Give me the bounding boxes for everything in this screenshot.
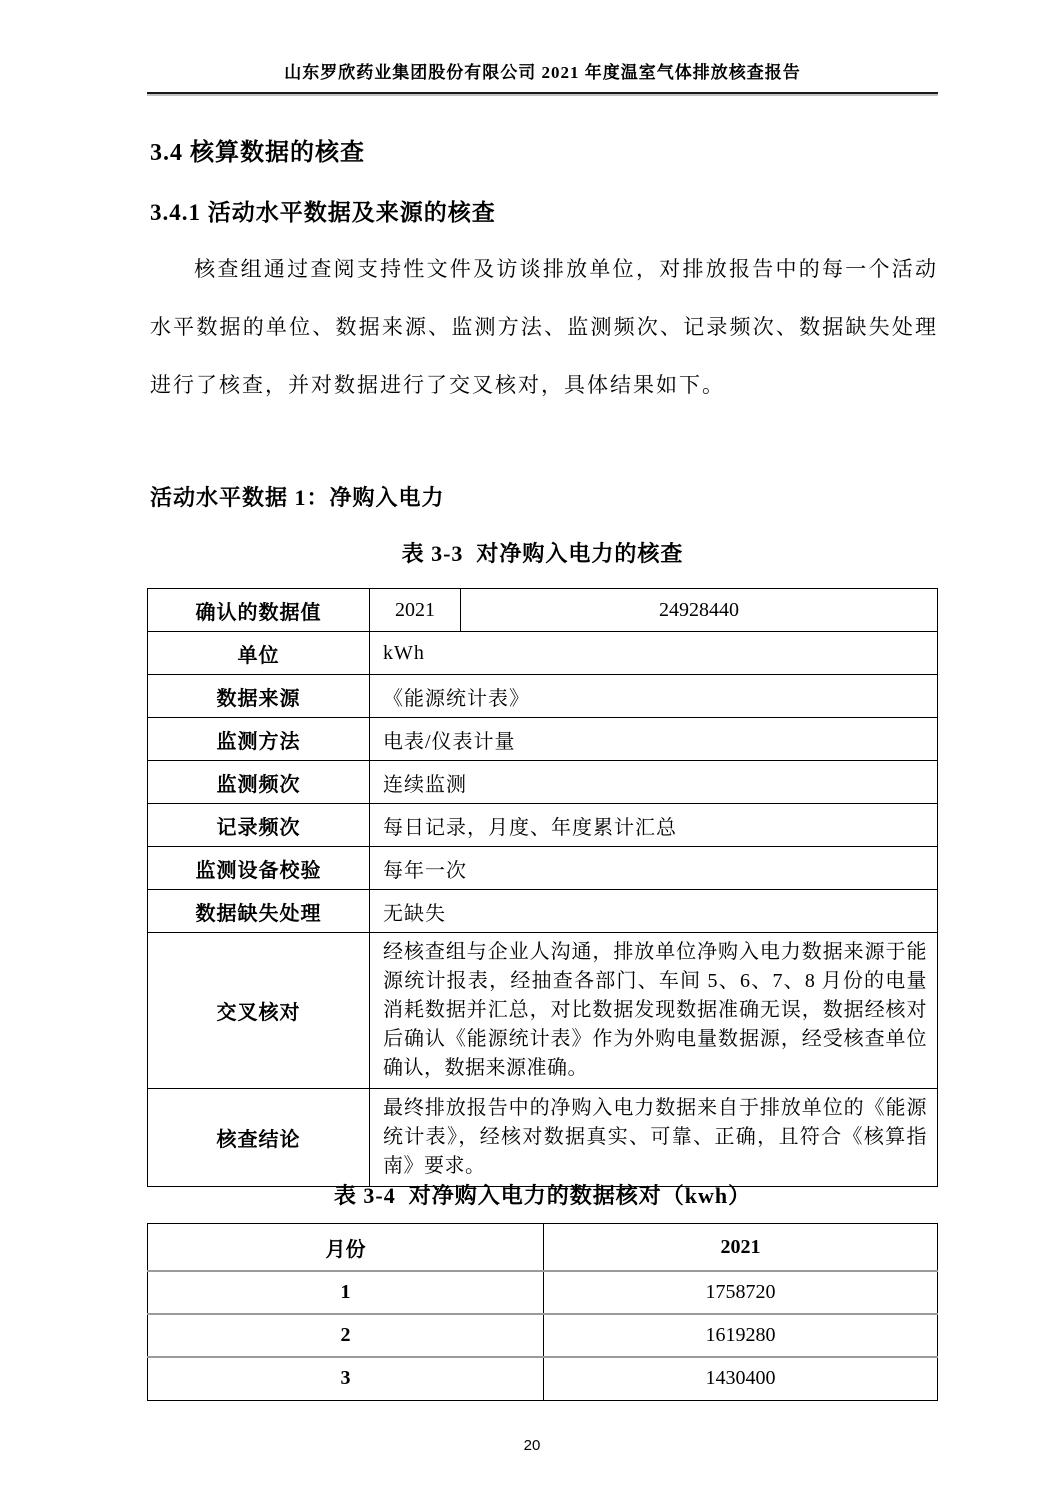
conclusion-text: 最终排放报告中的净购入电力数据来自于排放单位的《能源统计表》，经核对数据真实、可靠、正确，且符合《核算指南》要求。	[370, 1089, 938, 1187]
row-label: 确认的数据值	[148, 589, 370, 632]
intro-paragraph: 核查组通过查阅支持性文件及访谈排放单位，对排放报告中的每一个活动水平数据的单位、数据来源、监测方法、监测频次、记录频次、数据缺失处理进行了核查，并对数据进行了交叉核对，具体结果如下。	[150, 257, 938, 397]
table-row	[148, 847, 938, 890]
section-heading: 3.4 核算数据的核查	[150, 140, 365, 166]
year-column-header: 2021	[544, 1224, 938, 1272]
table-row	[148, 1314, 938, 1357]
table-3-4	[147, 1223, 938, 1401]
row-value: 每日记录，月度、年度累计汇总	[370, 804, 938, 847]
table-header-row	[148, 1224, 938, 1272]
month-cell: 1	[148, 1271, 544, 1314]
row-value: 电表/仪表计量	[370, 718, 938, 761]
confirmed-value-cell: 24928440	[461, 589, 938, 632]
page-header-title: 山东罗欣药业集团股份有限公司 2021 年度温室气体排放核查报告	[284, 63, 801, 82]
page-header	[147, 58, 938, 94]
row-value: 无缺失	[370, 890, 938, 933]
value-cell: 1430400	[544, 1357, 938, 1400]
table-row	[148, 1271, 938, 1314]
row-value: 连续监测	[370, 761, 938, 804]
value-cell: 1619280	[544, 1314, 938, 1357]
cross-check-text: 经核查组与企业人沟通，排放单位净购入电力数据来源于能源统计报表，经抽查各部门、车间 5、6、7、8 月份的电量消耗数据并汇总，对比数据发现数据准确无误，数据经核对后确认《能源统计表》作为外购电量数据源，经受核查单位确认，数据来源准确。	[370, 933, 938, 1089]
row-value: kWh	[370, 632, 938, 675]
row-label: 监测设备校验	[148, 847, 370, 890]
row-label: 数据缺失处理	[148, 890, 370, 933]
table-row	[148, 589, 938, 632]
table-row	[148, 1357, 938, 1400]
table33-caption: 表 3-3 对净购入电力的核查	[401, 541, 684, 566]
table-row	[148, 890, 938, 933]
table-row	[148, 761, 938, 804]
year-cell: 2021	[370, 589, 461, 632]
table-row-conclusion	[148, 1089, 938, 1187]
activity-level-label: 活动水平数据 1：净购入电力	[150, 485, 445, 510]
month-cell: 2	[148, 1314, 544, 1357]
table-3-3	[147, 588, 938, 1187]
page-number: 20	[523, 1437, 541, 1454]
row-label: 记录频次	[148, 804, 370, 847]
row-label: 单位	[148, 632, 370, 675]
row-label: 交叉核对	[148, 933, 370, 1089]
row-label: 数据来源	[148, 675, 370, 718]
row-label: 监测方法	[148, 718, 370, 761]
table-row-cross-check	[148, 933, 938, 1089]
subsection-heading: 3.4.1 活动水平数据及来源的核查	[150, 200, 496, 225]
table-row	[148, 718, 938, 761]
table-row	[148, 632, 938, 675]
row-value: 每年一次	[370, 847, 938, 890]
month-cell: 3	[148, 1357, 544, 1400]
row-label: 监测频次	[148, 761, 370, 804]
table-row	[148, 804, 938, 847]
month-column-header: 月份	[148, 1224, 544, 1272]
table34-caption: 表 3-4 对净购入电力的数据核对（kwh）	[333, 1183, 752, 1208]
table-row	[148, 675, 938, 718]
row-label: 核查结论	[148, 1089, 370, 1187]
row-value: 《能源统计表》	[370, 675, 938, 718]
value-cell: 1758720	[544, 1271, 938, 1314]
